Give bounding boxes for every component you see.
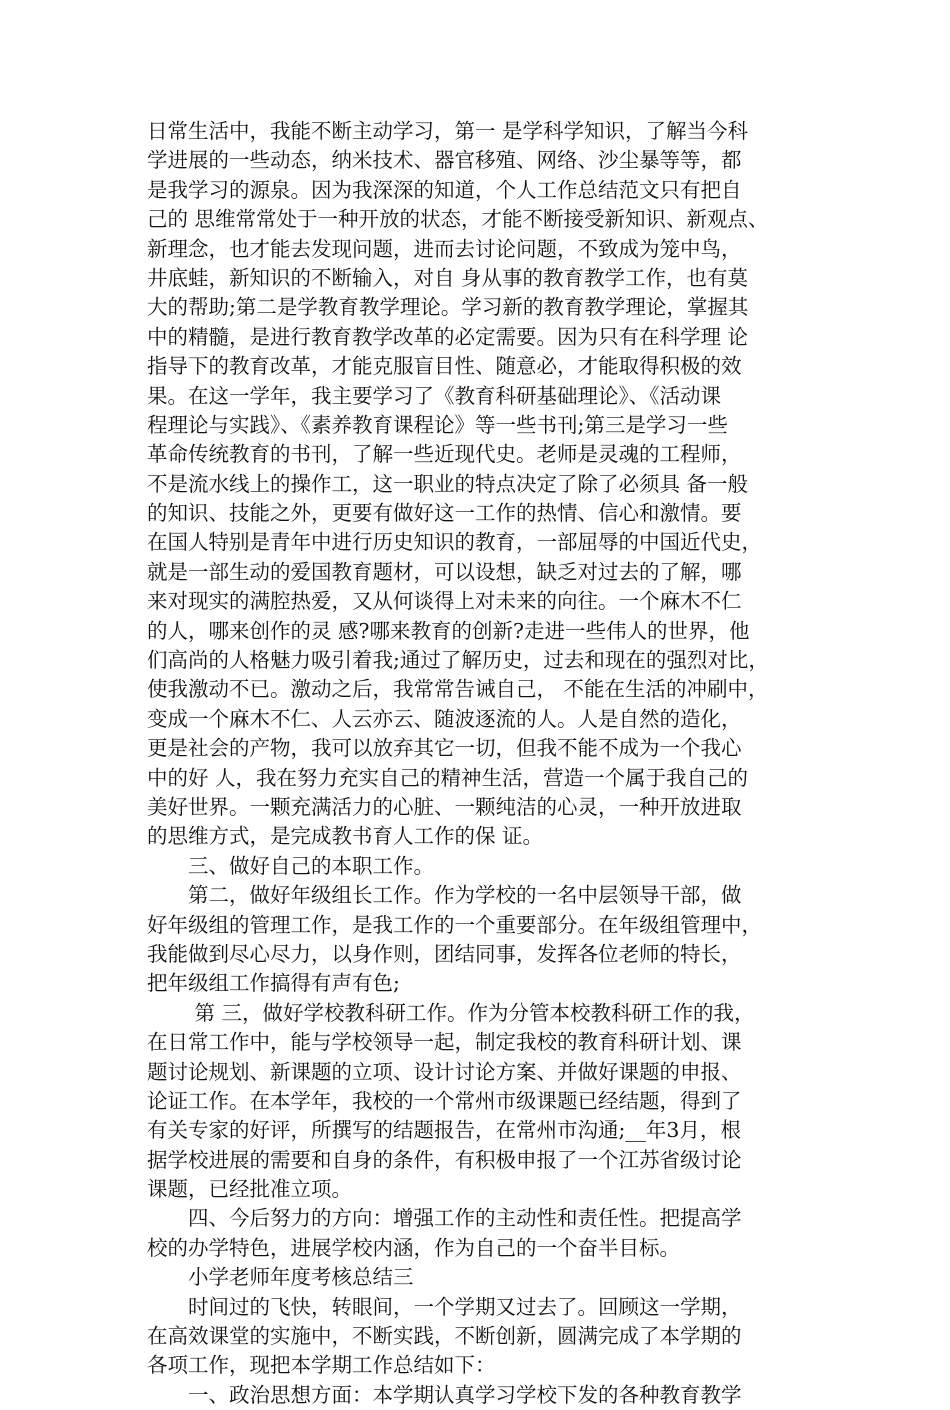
text-line: 各项工作，现把本学期工作总结如下： xyxy=(147,1353,496,1378)
text-line: 使我激动不已。激动之后，我常常告诫自己， 不能在生活的冲刷中， xyxy=(147,677,769,702)
text-line: 大的帮助;第二是学教育教学理论。学习新的教育教学理论，掌握其 xyxy=(147,295,749,320)
text-line: 的知识、技能之外，更要有做好这一工作的热情、信心和激情。要 xyxy=(147,501,742,526)
text-line: 三、做好自己的本职工作。 xyxy=(147,853,434,878)
text-line: 不是流水线上的操作工，这一职业的特点决定了除了必须具 备一般 xyxy=(147,471,749,496)
text-line: 日常生活中，我能不断主动学习，第一 是学科学知识，了解当今科 xyxy=(147,119,749,143)
text-line: 第 三，做好学校教科研工作。作为分管本校教科研工作的我， xyxy=(147,1000,755,1025)
text-line: 据学校进展的需要和自身的条件，有积极申报了一个江苏省级讨论 xyxy=(147,1147,742,1172)
text-line: 一、政治思想方面：本学期认真学习学校下发的各种教育教学 xyxy=(147,1382,742,1407)
text-line: 井底蛙，新知识的不断输入，对自 身从事的教育教学工作，也有莫 xyxy=(147,265,749,290)
text-line: 程理论与实践》、《素养教育课程论》等一些书刊;第三是学习一些 xyxy=(147,412,728,437)
text-line: 果。在这一学年，我主要学习了《教育科研基础理论》、《活动课 xyxy=(147,383,721,408)
text-line: 中的好 人，我在努力充实自己的精神生活，营造一个属于我自己的 xyxy=(147,765,749,790)
text-line: 第二，做好年级组长工作。作为学校的一名中层领导干部，做 xyxy=(147,883,742,908)
text-line: 指导下的教育改革，才能克服盲目性、随意必，才能取得积极的效 xyxy=(147,354,742,379)
text-line: 题讨论规划、新课题的立项、设计讨论方案、并做好课题的申报、 xyxy=(147,1059,742,1084)
text-line: 在高效课堂的实施中，不断实践，不断创新，圆满完成了本学期的 xyxy=(147,1324,742,1349)
text-line: 就是一部生动的爱国教育题材，可以设想，缺乏对过去的了解，哪 xyxy=(147,559,742,584)
text-line: 美好世界。一颗充满活力的心脏、一颗纯洁的心灵，一种开放进取 xyxy=(147,794,742,819)
text-line: 来对现实的满腔热爱，又从何谈得上对未来的向往。一个麻木不仁 xyxy=(147,589,742,614)
text-line: 的思维方式，是完成教书育人工作的保 证。 xyxy=(147,824,544,849)
text-line: 是我学习的源泉。因为我深深的知道，个人工作总结范文只有把自 xyxy=(147,177,742,202)
text-line: 更是社会的产物，我可以放弃其它一切，但我不能不成为一个我心 xyxy=(147,736,742,761)
text-line: 课题，已经批准立项。 xyxy=(147,1177,352,1202)
text-line: 我能做到尽心尽力，以身作则，团结同事，发挥各位老师的特长， xyxy=(147,941,742,966)
text-line: 们高尚的人格魅力吸引着我;通过了解历史，过去和现在的强烈对比， xyxy=(147,648,769,673)
text-line: 有关专家的好评，所撰写的结题报告，在常州市沟通;__年3月，根 xyxy=(147,1118,741,1143)
text-line: 己的 思维常常处于一种开放的状态，才能不断接受新知识、新观点、 xyxy=(147,207,769,232)
text-line: 校的办学特色，进展学校内涵，作为自己的一个奋半目标。 xyxy=(147,1235,680,1260)
text-line: 把年级组工作搞得有声有色; xyxy=(147,971,400,996)
text-line: 中的精髓，是进行教育教学改革的必定需要。因为只有在科学理 论 xyxy=(147,324,749,349)
text-line: 四、今后努力的方向：增强工作的主动性和责任性。把提高学 xyxy=(147,1206,742,1231)
text-line: 学进展的一些动态，纳米技术、器官移殖、网络、沙尘暴等等，都 xyxy=(147,148,742,173)
text-line: 在日常工作中，能与学校领导一起，制定我校的教育科研计划、课 xyxy=(147,1030,742,1055)
text-line: 好年级组的管理工作，是我工作的一个重要部分。在年级组管理中， xyxy=(147,912,762,937)
text-line: 变成一个麻木不仁、人云亦云、随波逐流的人。人是自然的造化， xyxy=(147,706,742,731)
body-text xyxy=(147,117,817,1410)
text-line: 论证工作。在本学年，我校的一个常州市级课题已经结题，得到了 xyxy=(147,1088,742,1113)
text-line: 时间过的飞快，转眼间，一个学期又过去了。回顾这一学期， xyxy=(147,1294,742,1319)
text-line: 新理念，也才能去发现问题，进而去讨论问题，不致成为笼中鸟， xyxy=(147,236,742,261)
text-line: 的人，哪来创作的灵 感?哪来教育的创新?走进一些伟人的世界，他 xyxy=(147,618,750,643)
text-line: 革命传统教育的书刊，了解一些近现代史。老师是灵魂的工程师， xyxy=(147,442,742,467)
text-line: 在国人特别是青年中进行历史知识的教育，一部屈辱的中国近代史， xyxy=(147,530,762,555)
text-line: 小学老师年度考核总结三 xyxy=(147,1265,414,1290)
